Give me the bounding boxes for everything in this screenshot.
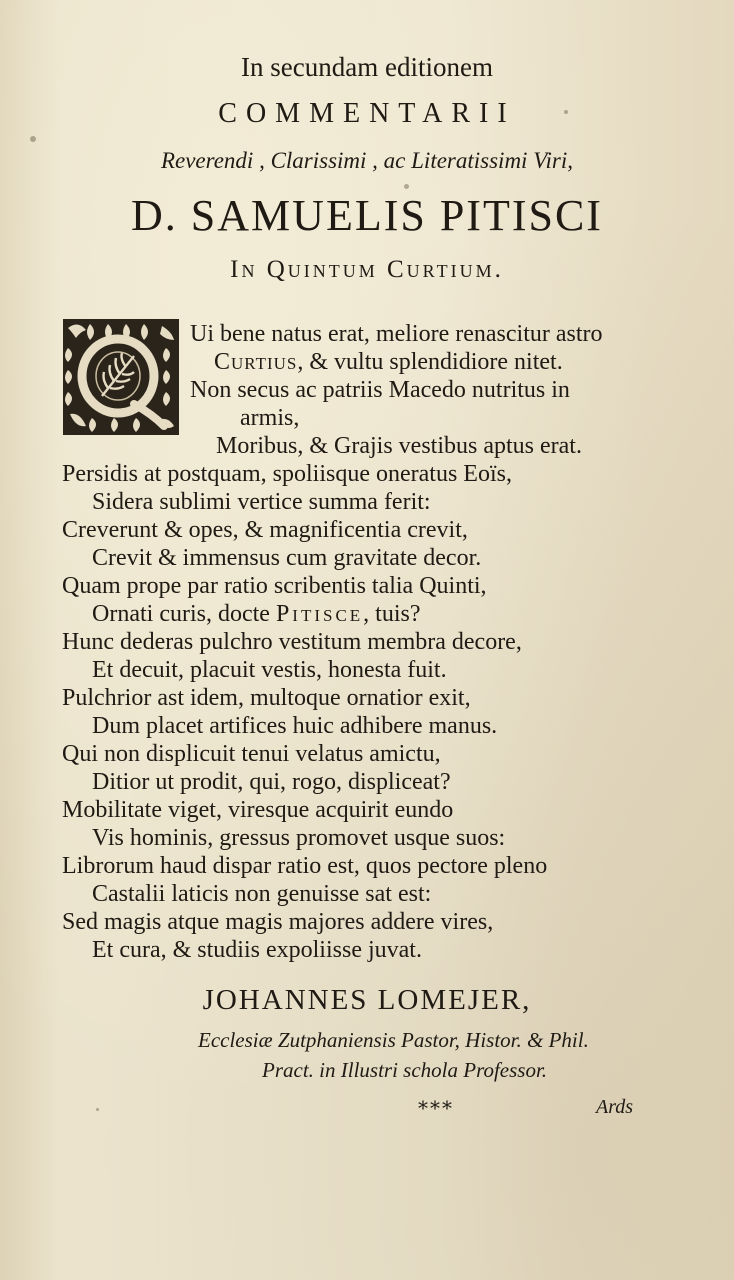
verse-text: , & vultu splendidiore nitet. [297,349,563,375]
signature-role-line-1: Ecclesiæ Zutphaniensis Pastor, Histor. & Phil. [198,1028,589,1052]
verse-line: Et decuit, placuit vestis, honesta fuit. [92,657,447,683]
name-curtius: Curtius [214,349,298,375]
paper-speck [30,136,36,142]
signature-role-line-2: Pract. in Illustri schola Professor. [262,1058,548,1082]
verse-line [214,350,563,374]
verse-line: Quam prope par ratio scribentis talia Quinti, [62,573,487,599]
verse-line: Crevit & immensus cum gravitate decor. [92,545,482,571]
verse-line: Librorum haud dispar ratio est, quos pectore pleno [62,853,548,879]
verse-line: Qui non displicuit tenui velatus amictu, [62,741,441,767]
name-pitisce: Pitisce [275,601,364,627]
paper-speck [564,110,568,114]
verse-line: Vis hominis, gressus promovet usque suos: [92,825,506,851]
verse-line: Ui bene natus erat, meliore renascitur astro [190,321,603,347]
verse-line: Castalii laticis non genuisse sat est: [92,881,432,907]
verse-line: Creverunt & opes, & magnificentia crevit, [62,517,468,543]
verse-line: Sed magis atque magis majores addere vires, [62,909,494,935]
verse-line: Dum placet artifices huic adhibere manus. [92,713,498,739]
ornament-stars: *** [418,1096,454,1120]
heading-author-name: D. SAMUELIS PITISCI [131,191,603,240]
heading-dedication: Reverendi , Clarissimi , ac Literatissimi Viri, [160,148,574,173]
signature-name: JOHANNES LOMEJER, [202,984,532,1016]
verse-line: Pulchrior ast idem, multoque ornatior exit, [62,685,471,711]
verse-line: Persidis at postquam, spoliisque oneratus Eoïs, [62,461,512,487]
verse-line: Moribus, & Grajis vestibus aptus erat. [216,433,582,459]
verse-text: Ornati curis, docte [92,601,276,627]
verse-line: Non secus ac patriis Macedo nutritus in [190,377,570,403]
catchword: Ards [596,1096,634,1118]
verse-line-continuation: armis, [240,405,300,431]
verse-text: , tuis? [363,601,421,627]
decorated-initial-q [62,318,180,436]
heading-line-1: In secundam editionem [241,52,493,82]
verse-line: Sidera sublimi vertice summa ferit: [92,489,431,515]
heading-subject: In Quintum Curtium. [230,256,504,283]
verse-line: Et cura, & studiis expoliisse juvat. [92,937,422,963]
heading-commentarii: COMMENTARII [218,98,516,129]
verse-line: Ditior ut prodit, qui, rogo, displiceat? [92,769,451,795]
verse-line: Mobilitate viget, viresque acquirit eundo [62,797,454,823]
paper-speck [96,1108,99,1111]
verse-line: Hunc dederas pulchro vestitum membra decore, [62,629,522,655]
paper-speck [404,184,409,189]
woodcut-initial-icon [62,318,180,436]
verse-line [92,602,421,626]
